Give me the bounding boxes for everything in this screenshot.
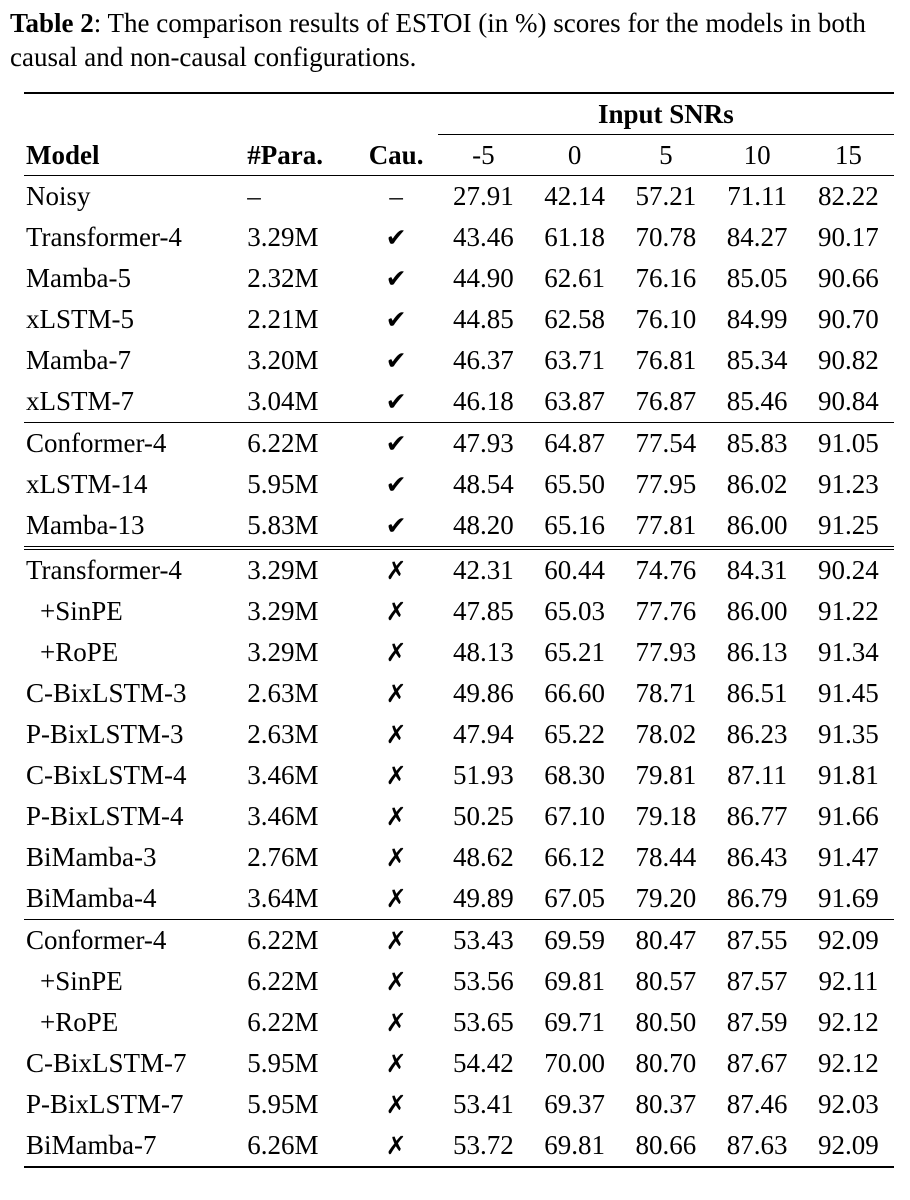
estoi-value-cell: 44.90	[453, 263, 514, 293]
estoi-value-cell: 61.18	[544, 222, 605, 252]
estoi-value-cell: 86.51	[726, 678, 788, 708]
cross-mark-icon: ✗	[385, 1090, 407, 1119]
table-row	[24, 632, 894, 673]
table-row	[24, 1125, 894, 1167]
estoi-results-table	[24, 92, 894, 1168]
estoi-value-cell: 69.81	[544, 1130, 605, 1160]
estoi-value-cell: 92.09	[817, 925, 879, 955]
table-row	[24, 176, 894, 218]
params-cell: 5.83M	[247, 510, 319, 540]
estoi-value-cell: 68.30	[544, 760, 605, 790]
estoi-value-cell: 54.42	[453, 1048, 514, 1078]
model-column-header: Model	[26, 139, 100, 170]
check-mark-icon: ✔	[385, 387, 407, 416]
model-name-cell: P-BixLSTM-4	[26, 801, 184, 831]
table-row	[24, 381, 894, 423]
table-row	[24, 714, 894, 755]
causal-cell: –	[389, 181, 403, 211]
table-row	[24, 1043, 894, 1084]
params-cell: 3.04M	[247, 386, 319, 416]
params-cell: –	[247, 181, 261, 211]
estoi-value-cell: 62.58	[544, 304, 605, 334]
snr-column-header: 0	[567, 140, 582, 170]
model-name-cell: BiMamba-4	[26, 883, 157, 913]
cross-mark-icon: ✗	[385, 1131, 407, 1160]
table-row	[24, 591, 894, 632]
estoi-value-cell: 57.21	[635, 181, 697, 211]
estoi-value-cell: 90.84	[817, 386, 879, 416]
estoi-value-cell: 85.46	[726, 386, 788, 416]
check-mark-icon: ✔	[385, 223, 407, 252]
estoi-value-cell: 85.34	[726, 345, 788, 375]
model-name-cell: +SinPE	[40, 966, 123, 996]
estoi-value-cell: 85.83	[726, 428, 788, 458]
snr-column-header: 5	[659, 140, 673, 170]
params-cell: 6.22M	[247, 1007, 319, 1037]
estoi-value-cell: 63.87	[544, 386, 605, 416]
table-row	[24, 673, 894, 714]
estoi-value-cell: 91.47	[817, 842, 879, 872]
estoi-value-cell: 91.23	[817, 469, 879, 499]
table-row	[24, 961, 894, 1002]
estoi-value-cell: 65.16	[544, 510, 605, 540]
params-cell: 2.21M	[247, 304, 319, 334]
estoi-value-cell: 91.22	[817, 596, 879, 626]
estoi-value-cell: 65.21	[544, 637, 605, 667]
model-name-cell: Conformer-4	[26, 925, 167, 955]
params-column-header: #Para.	[247, 139, 323, 170]
check-mark-icon: ✔	[385, 470, 407, 499]
params-cell: 5.95M	[247, 469, 319, 499]
estoi-value-cell: 69.71	[544, 1007, 605, 1037]
estoi-value-cell: 91.81	[817, 760, 879, 790]
estoi-value-cell: 87.67	[726, 1048, 788, 1078]
cross-mark-icon: ✗	[385, 843, 407, 872]
estoi-value-cell: 50.25	[453, 801, 514, 831]
params-cell: 3.29M	[247, 222, 319, 252]
estoi-value-cell: 65.22	[544, 719, 605, 749]
estoi-value-cell: 77.93	[635, 637, 697, 667]
estoi-value-cell: 47.94	[453, 719, 514, 749]
snr-column-header: -5	[472, 140, 495, 170]
estoi-value-cell: 69.81	[544, 966, 605, 996]
estoi-value-cell: 92.12	[817, 1048, 879, 1078]
table-row	[24, 920, 894, 962]
estoi-value-cell: 48.20	[453, 510, 514, 540]
cross-mark-icon: ✗	[385, 1049, 407, 1078]
estoi-value-cell: 80.37	[635, 1089, 697, 1119]
params-cell: 3.29M	[247, 555, 319, 585]
estoi-value-cell: 65.03	[544, 596, 605, 626]
estoi-value-cell: 92.03	[817, 1089, 879, 1119]
estoi-value-cell: 27.91	[453, 181, 514, 211]
estoi-value-cell: 71.11	[727, 181, 787, 211]
estoi-value-cell: 91.05	[817, 428, 879, 458]
caption-text: : The comparison results of ESTOI (in %) scores for the models in both causal and non-causal configurations.	[10, 8, 866, 72]
estoi-value-cell: 53.65	[453, 1007, 514, 1037]
estoi-value-cell: 53.56	[453, 966, 514, 996]
params-cell: 2.63M	[247, 678, 319, 708]
snr-column-header: 10	[743, 140, 771, 170]
snr-column-header: 15	[834, 140, 862, 170]
estoi-value-cell: 77.81	[635, 510, 697, 540]
model-name-cell: C-BixLSTM-7	[26, 1048, 187, 1078]
estoi-value-cell: 78.44	[635, 842, 697, 872]
cross-mark-icon: ✗	[385, 638, 407, 667]
table-row	[24, 464, 894, 505]
estoi-value-cell: 87.57	[726, 966, 788, 996]
estoi-value-cell: 87.11	[727, 760, 787, 790]
estoi-value-cell: 47.93	[453, 428, 514, 458]
estoi-value-cell: 67.10	[544, 801, 605, 831]
table-row	[24, 755, 894, 796]
params-cell: 3.64M	[247, 883, 319, 913]
estoi-value-cell: 86.02	[726, 469, 788, 499]
cross-mark-icon: ✗	[385, 884, 407, 913]
table-row	[24, 258, 894, 299]
estoi-value-cell: 86.23	[726, 719, 788, 749]
table-row	[24, 1084, 894, 1125]
check-mark-icon: ✔	[385, 346, 407, 375]
estoi-value-cell: 48.13	[453, 637, 514, 667]
estoi-value-cell: 43.46	[453, 222, 514, 252]
estoi-value-cell: 76.87	[635, 386, 697, 416]
model-name-cell: P-BixLSTM-7	[26, 1089, 184, 1119]
estoi-value-cell: 82.22	[817, 181, 879, 211]
model-name-cell: C-BixLSTM-3	[26, 678, 187, 708]
cross-mark-icon: ✗	[385, 802, 407, 831]
estoi-value-cell: 64.87	[544, 428, 605, 458]
table-row	[24, 548, 894, 591]
table-row	[24, 217, 894, 258]
input-snrs-header: Input SNRs	[438, 93, 894, 135]
model-name-cell: BiMamba-3	[26, 842, 157, 872]
estoi-value-cell: 69.37	[544, 1089, 605, 1119]
params-cell: 3.46M	[247, 760, 319, 790]
model-name-cell: +SinPE	[40, 596, 123, 626]
estoi-value-cell: 86.77	[726, 801, 788, 831]
check-mark-icon: ✔	[385, 511, 407, 540]
model-name-cell: xLSTM-5	[26, 304, 134, 334]
table-row	[24, 1002, 894, 1043]
estoi-value-cell: 76.10	[635, 304, 697, 334]
estoi-value-cell: 80.57	[635, 966, 697, 996]
estoi-value-cell: 49.89	[453, 883, 514, 913]
estoi-value-cell: 84.31	[726, 555, 788, 585]
estoi-value-cell: 84.99	[726, 304, 788, 334]
table-row	[24, 340, 894, 381]
check-mark-icon: ✔	[385, 429, 407, 458]
estoi-value-cell: 77.54	[635, 428, 697, 458]
estoi-value-cell: 53.72	[453, 1130, 514, 1160]
model-name-cell: Noisy	[26, 181, 91, 211]
estoi-value-cell: 92.12	[817, 1007, 879, 1037]
table-row	[24, 878, 894, 920]
model-name-cell: Transformer-4	[26, 555, 182, 585]
estoi-value-cell: 85.05	[726, 263, 788, 293]
params-cell: 6.26M	[247, 1130, 319, 1160]
estoi-value-cell: 46.18	[453, 386, 514, 416]
table-body	[24, 176, 894, 1168]
params-cell: 3.29M	[247, 596, 319, 626]
params-cell: 6.22M	[247, 925, 319, 955]
model-name-cell: +RoPE	[40, 637, 119, 667]
model-name-cell: BiMamba-7	[26, 1130, 157, 1160]
estoi-value-cell: 63.71	[544, 345, 605, 375]
estoi-value-cell: 80.70	[635, 1048, 697, 1078]
estoi-value-cell: 87.63	[726, 1130, 788, 1160]
model-name-cell: Mamba-7	[26, 345, 131, 375]
table-row	[24, 423, 894, 465]
table-row	[24, 299, 894, 340]
estoi-value-cell: 49.86	[453, 678, 514, 708]
params-cell: 3.29M	[247, 637, 319, 667]
estoi-value-cell: 44.85	[453, 304, 514, 334]
estoi-value-cell: 80.47	[635, 925, 697, 955]
estoi-value-cell: 86.13	[726, 637, 788, 667]
model-name-cell: xLSTM-14	[26, 469, 148, 499]
estoi-value-cell: 66.60	[544, 678, 605, 708]
estoi-value-cell: 91.35	[817, 719, 879, 749]
estoi-value-cell: 74.76	[635, 555, 697, 585]
params-cell: 3.46M	[247, 801, 319, 831]
estoi-value-cell: 80.66	[635, 1130, 697, 1160]
estoi-value-cell: 53.41	[453, 1089, 514, 1119]
cross-mark-icon: ✗	[385, 597, 407, 626]
table-row	[24, 837, 894, 878]
cross-mark-icon: ✗	[385, 761, 407, 790]
header-group-row	[24, 93, 894, 135]
estoi-value-cell: 90.24	[817, 555, 879, 585]
estoi-value-cell: 60.44	[544, 555, 605, 585]
estoi-value-cell: 90.66	[817, 263, 879, 293]
estoi-value-cell: 87.55	[726, 925, 788, 955]
estoi-value-cell: 78.71	[635, 678, 697, 708]
estoi-value-cell: 51.93	[453, 760, 514, 790]
model-name-cell: C-BixLSTM-4	[26, 760, 187, 790]
model-name-cell: Mamba-13	[26, 510, 145, 540]
params-cell: 5.95M	[247, 1048, 319, 1078]
cross-mark-icon: ✗	[385, 556, 407, 585]
estoi-value-cell: 87.59	[726, 1007, 788, 1037]
estoi-value-cell: 90.70	[817, 304, 879, 334]
estoi-value-cell: 42.14	[544, 181, 605, 211]
estoi-value-cell: 77.76	[635, 596, 697, 626]
estoi-value-cell: 86.43	[726, 842, 788, 872]
estoi-value-cell: 62.61	[544, 263, 605, 293]
estoi-value-cell: 46.37	[453, 345, 514, 375]
estoi-value-cell: 53.43	[453, 925, 514, 955]
model-name-cell: +RoPE	[40, 1007, 119, 1037]
check-mark-icon: ✔	[385, 305, 407, 334]
params-cell: 2.76M	[247, 842, 319, 872]
params-cell: 2.32M	[247, 263, 319, 293]
estoi-value-cell: 48.54	[453, 469, 514, 499]
estoi-value-cell: 77.95	[635, 469, 697, 499]
estoi-value-cell: 91.25	[817, 510, 879, 540]
causal-column-header: Cau.	[368, 139, 424, 170]
estoi-value-cell: 66.12	[544, 842, 605, 872]
cross-mark-icon: ✗	[385, 967, 407, 996]
model-name-cell: Transformer-4	[26, 222, 182, 252]
cross-mark-icon: ✗	[385, 720, 407, 749]
estoi-value-cell: 42.31	[453, 555, 514, 585]
estoi-value-cell: 90.82	[817, 345, 879, 375]
cross-mark-icon: ✗	[385, 1008, 407, 1037]
model-name-cell: P-BixLSTM-3	[26, 719, 184, 749]
estoi-value-cell: 86.00	[726, 510, 788, 540]
estoi-value-cell: 78.02	[635, 719, 697, 749]
estoi-value-cell: 79.18	[635, 801, 697, 831]
estoi-value-cell: 70.78	[635, 222, 697, 252]
params-cell: 6.22M	[247, 428, 319, 458]
estoi-value-cell: 87.46	[726, 1089, 788, 1119]
estoi-value-cell: 92.09	[817, 1130, 879, 1160]
params-cell: 2.63M	[247, 719, 319, 749]
table-row	[24, 505, 894, 548]
estoi-value-cell: 76.81	[635, 345, 697, 375]
table-row	[24, 796, 894, 837]
estoi-value-cell: 76.16	[635, 263, 697, 293]
estoi-value-cell: 91.34	[817, 637, 879, 667]
header-column-row	[24, 135, 894, 176]
caption-label: Table 2	[10, 8, 94, 38]
cross-mark-icon: ✗	[385, 926, 407, 955]
cross-mark-icon: ✗	[385, 679, 407, 708]
estoi-value-cell: 92.11	[818, 966, 879, 996]
check-mark-icon: ✔	[385, 264, 407, 293]
estoi-value-cell: 48.62	[453, 842, 514, 872]
estoi-value-cell: 84.27	[726, 222, 788, 252]
estoi-value-cell: 69.59	[544, 925, 605, 955]
params-cell: 6.22M	[247, 966, 319, 996]
model-name-cell: xLSTM-7	[26, 386, 134, 416]
estoi-value-cell: 91.69	[817, 883, 879, 913]
model-name-cell: Conformer-4	[26, 428, 167, 458]
estoi-value-cell: 86.00	[726, 596, 788, 626]
estoi-value-cell: 90.17	[817, 222, 879, 252]
estoi-value-cell: 67.05	[544, 883, 605, 913]
estoi-value-cell: 70.00	[544, 1048, 605, 1078]
estoi-value-cell: 79.20	[635, 883, 697, 913]
estoi-value-cell: 80.50	[635, 1007, 697, 1037]
estoi-value-cell: 91.66	[817, 801, 879, 831]
estoi-value-cell: 79.81	[635, 760, 697, 790]
params-cell: 5.95M	[247, 1089, 319, 1119]
table-caption	[10, 6, 906, 74]
model-name-cell: Mamba-5	[26, 263, 131, 293]
params-cell: 3.20M	[247, 345, 319, 375]
estoi-value-cell: 91.45	[817, 678, 879, 708]
estoi-value-cell: 65.50	[544, 469, 605, 499]
estoi-value-cell: 86.79	[726, 883, 788, 913]
estoi-value-cell: 47.85	[453, 596, 514, 626]
